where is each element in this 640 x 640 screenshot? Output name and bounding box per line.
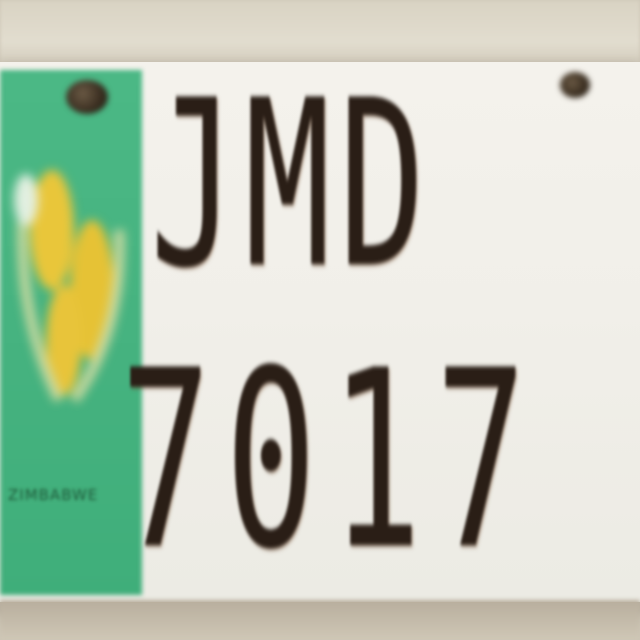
plate-letters: JMD <box>150 52 434 319</box>
maize-emblem-icon <box>4 110 134 410</box>
emblem-label: ZIMBABWE <box>8 486 99 504</box>
mounting-bolt-right <box>560 72 590 98</box>
plate-numbers: 7017 <box>120 318 541 603</box>
background-bottom <box>0 600 640 640</box>
mounting-bolt-left <box>66 80 108 114</box>
